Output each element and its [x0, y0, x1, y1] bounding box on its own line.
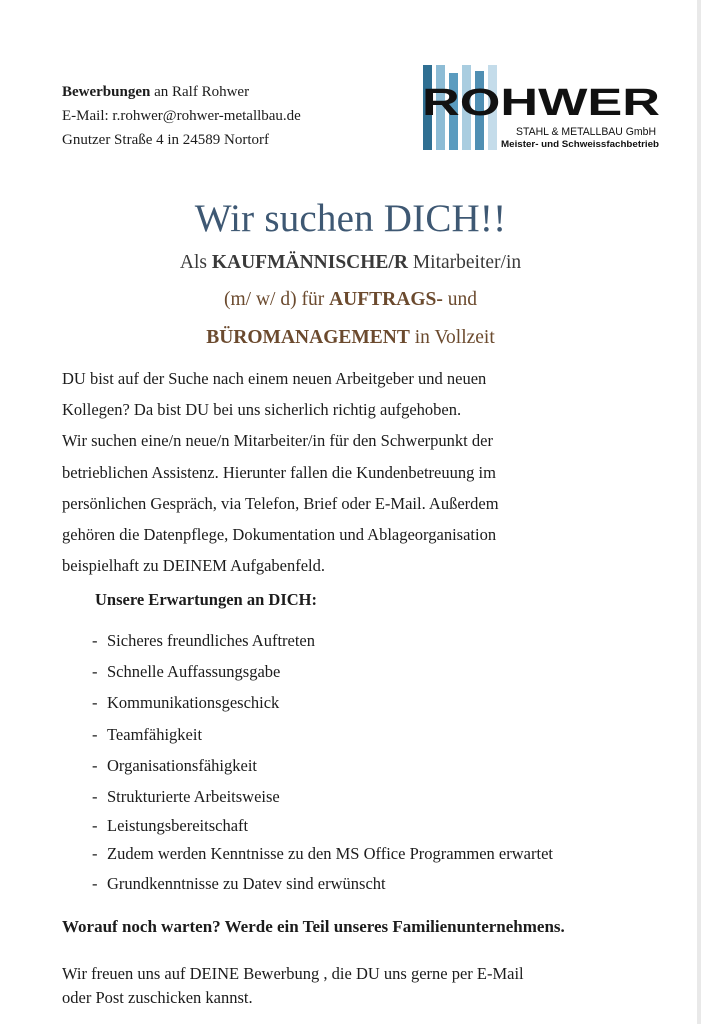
- closing-line: oder Post zuschicken kannst.: [62, 988, 253, 1007]
- dash-bullet: -: [92, 874, 98, 894]
- subtitle-2-bold: AUFTRAGS-: [329, 289, 443, 310]
- list-item-text: Kommunikationsgeschick: [107, 693, 280, 713]
- expectations-heading: Unsere Erwartungen an DICH:: [95, 590, 317, 609]
- list-item: [92, 656, 652, 687]
- list-item: [92, 868, 652, 899]
- logo-name: ROHWER: [422, 82, 660, 124]
- list-item: [92, 812, 652, 840]
- subtitle-line-3: [0, 327, 701, 349]
- subtitle-1-post: Mitarbeiter/in: [407, 252, 522, 273]
- page-edge-divider: [697, 0, 701, 1024]
- list-item-text: Teamfähigkeit: [107, 724, 203, 744]
- list-item: [92, 687, 652, 718]
- intro-line: Wir suchen eine/n neue/n Mitarbeiter/in für den Schwerpunkt der: [62, 431, 493, 451]
- call-to-action: Worauf noch warten? Werde ein Teil unseres Familienunternehmens.: [62, 917, 565, 936]
- list-item-text: Schnelle Auffassungsgabe: [107, 662, 281, 682]
- contact-email: E-Mail: r.rohwer@rohwer-metallbau.de: [62, 108, 301, 124]
- intro-line: gehören die Datenpflege, Dokumentation und Ablageorganisation: [62, 524, 497, 544]
- subtitle-2-post: und: [442, 289, 477, 310]
- dash-bullet: -: [92, 816, 98, 836]
- dash-bullet: -: [92, 693, 98, 713]
- intro-line: Kollegen? Da bist DU bei uns sicherlich richtig aufgehoben.: [62, 400, 462, 420]
- intro-line: beispielhaft zu DEINEM Aufgabenfeld.: [62, 556, 326, 576]
- subtitle-3-bold: BÜROMANAGEMENT: [206, 327, 410, 348]
- list-item-text: Sicheres freundliches Auftreten: [107, 631, 316, 650]
- closing-line: Wir freuen uns auf DEINE Bewerbung , die DU uns gerne per E-Mail: [62, 964, 524, 983]
- list-item-text: Leistungsbereitschaft: [107, 816, 249, 836]
- list-item-text: Grundkenntnisse zu Datev sind erwünscht: [107, 874, 386, 894]
- logo-tagline: STAHL & METALLBAU GmbH: [516, 126, 657, 138]
- intro-line: betrieblichen Assistenz. Hierunter fallen die Kundenbetreuung im: [62, 462, 496, 482]
- dash-bullet: -: [92, 662, 98, 682]
- company-logo: [420, 63, 665, 153]
- dash-bullet: -: [92, 755, 98, 775]
- dash-bullet: -: [92, 844, 98, 864]
- contact-address: Gnutzer Straße 4 in 24589 Nortorf: [62, 132, 270, 148]
- list-item: [92, 750, 652, 781]
- subtitle-3-post: in Vollzeit: [409, 327, 495, 348]
- list-item: [92, 781, 652, 812]
- list-item: [92, 719, 652, 750]
- subtitle-line-1: [0, 252, 701, 274]
- contact-block: [62, 80, 301, 152]
- subtitle-1-pre: Als: [179, 252, 212, 273]
- dash-bullet: -: [92, 786, 98, 806]
- list-item: [92, 840, 652, 868]
- subtitle-1-bold: KAUFMÄNNISCHE/R: [211, 252, 408, 273]
- logo-subtagline: Meister- und Schweissfachbetrieb: [501, 139, 660, 149]
- intro-line: DU bist auf der Suche nach einem neuen Arbeitgeber und neuen: [62, 369, 487, 388]
- expectations-list: [92, 625, 652, 899]
- list-item-text: Strukturierte Arbeitsweise: [107, 786, 280, 806]
- list-item-text: Organisationsfähigkeit: [107, 755, 257, 775]
- closing-paragraph: [62, 962, 662, 1010]
- list-item-text: Zudem werden Kenntnisse zu den MS Office Programmen erwartet: [107, 844, 553, 864]
- page-title: Wir suchen DICH!!: [194, 197, 507, 240]
- intro-line: persönlichen Gespräch, via Telefon, Brief oder E-Mail. Außerdem: [62, 493, 499, 513]
- subtitle-line-2: [0, 289, 701, 311]
- dash-bullet: -: [92, 724, 98, 744]
- contact-line-applications: [62, 80, 301, 104]
- contact-person: an Ralf Rohwer: [150, 84, 250, 100]
- applications-label: Bewerbungen: [62, 84, 151, 100]
- dash-bullet: -: [92, 631, 98, 650]
- intro-paragraph: [62, 363, 622, 581]
- list-item: [92, 625, 652, 656]
- subtitle-2-pre: (m/ w/ d) für: [224, 289, 330, 310]
